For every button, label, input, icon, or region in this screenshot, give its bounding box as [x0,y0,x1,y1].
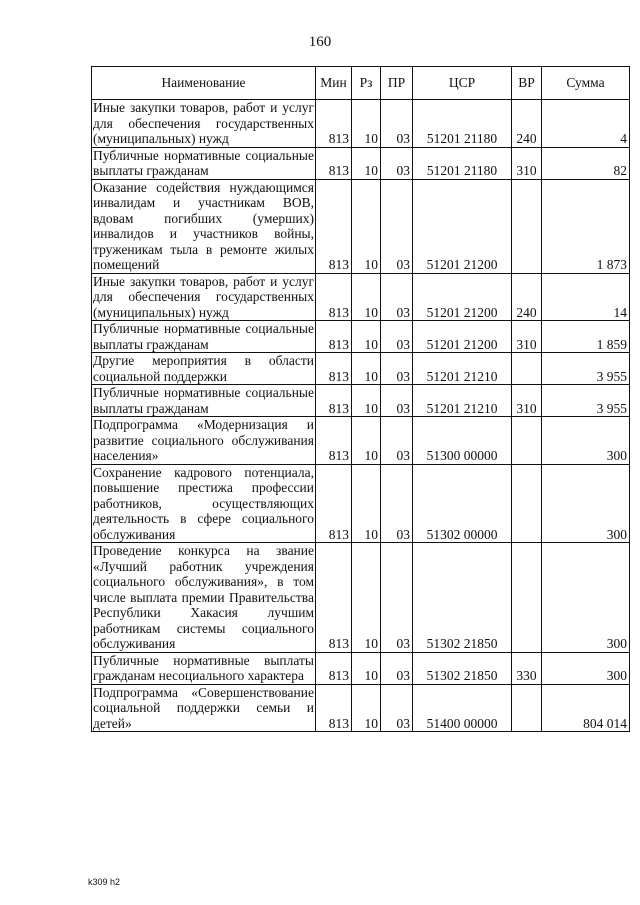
cell-pr: 03 [381,273,413,321]
cell-name: Публичные нормативные социальные выплаты гражданам [93,321,314,352]
cell-rz: 10 [352,179,381,273]
cell-sum: 300 [542,417,630,465]
cell-rz: 10 [352,273,381,321]
cell-vr: 240 [512,273,542,321]
header-pr: ПР [381,67,413,100]
cell-sum: 300 [542,464,630,543]
cell-vr [512,353,542,385]
cell-name: Иные закупки товаров, работ и услуг для обеспечения государственных (муниципальных) нужд [93,100,314,146]
cell-vr: 240 [512,100,542,148]
table-row [92,273,630,321]
cell-pr: 03 [381,464,413,543]
cell-rz: 10 [352,417,381,465]
header-sum: Сумма [542,67,630,100]
table-body [92,100,630,732]
cell-min: 813 [316,543,352,653]
table-row [92,353,630,385]
cell-csr: 51201 21210 [413,385,512,417]
cell-rz: 10 [352,321,381,353]
cell-sum: 1 873 [542,179,630,273]
cell-sum: 804 014 [542,684,630,732]
cell-sum: 300 [542,543,630,653]
cell-pr: 03 [381,543,413,653]
cell-csr: 51201 21180 [413,100,512,148]
header-vr: ВР [512,67,542,100]
cell-csr: 51302 21850 [413,652,512,684]
cell-name: Сохранение кадрового потенциала, повышение престижа профессии работников, осуществляющих деятельность в сфере социального обслуживания [93,464,314,542]
table-row [92,147,630,179]
cell-name: Публичные нормативные социальные выплаты гражданам [93,147,314,178]
budget-table [91,66,630,732]
table-header [92,67,630,100]
cell-sum: 3 955 [542,353,630,385]
cell-vr [512,464,542,543]
table-row [92,543,630,653]
cell-min: 813 [316,353,352,385]
cell-name: Публичные нормативные выплаты гражданам несоциального характера [93,652,314,683]
table-row [92,417,630,465]
cell-pr: 03 [381,100,413,148]
cell-vr [512,684,542,732]
cell-name: Оказание содействия нуждающимся инвалидам и участникам ВОВ, вдовам погибших (умерших) инвалидов и участников войны, труженикам тыла в ремонте жилых помещений [93,179,314,272]
cell-csr: 51302 00000 [413,464,512,543]
cell-min: 813 [316,100,352,148]
cell-min: 813 [316,147,352,179]
cell-name: Подпрограмма «Совершенствование социальной поддержки семьи и детей» [93,684,314,731]
table-row [92,321,630,353]
cell-sum: 82 [542,147,630,179]
cell-sum: 1 859 [542,321,630,353]
cell-rz: 10 [352,684,381,732]
cell-rz: 10 [352,385,381,417]
header-name: Наименование [92,67,316,100]
table-row [92,385,630,417]
cell-vr [512,543,542,653]
cell-pr: 03 [381,652,413,684]
cell-pr: 03 [381,179,413,273]
cell-sum: 14 [542,273,630,321]
cell-csr: 51201 21200 [413,179,512,273]
cell-vr: 310 [512,385,542,417]
table-row [92,684,630,732]
table-row [92,464,630,543]
cell-sum: 3 955 [542,385,630,417]
cell-min: 813 [316,321,352,353]
cell-rz: 10 [352,100,381,148]
table-row [92,100,630,148]
cell-vr: 330 [512,652,542,684]
cell-vr [512,179,542,273]
cell-name: Проведение конкурса на звание «Лучший работник учреждения социального обслуживания», в том числе выплата премии Правительства Республики Хакасия лучшим работникам системы социального обслуживания [93,543,314,651]
cell-name: Публичные нормативные социальные выплаты гражданам [93,385,314,416]
footer-code: k309 h2 [88,877,121,887]
cell-name: Иные закупки товаров, работ и услуг для обеспечения государственных (муниципальных) нужд [93,273,314,320]
cell-csr: 51300 00000 [413,417,512,465]
cell-rz: 10 [352,543,381,653]
cell-csr: 51302 21850 [413,543,512,653]
cell-pr: 03 [381,417,413,465]
cell-sum: 300 [542,652,630,684]
cell-vr: 310 [512,321,542,353]
table-row [92,179,630,273]
cell-pr: 03 [381,353,413,385]
cell-min: 813 [316,385,352,417]
cell-sum: 4 [542,100,630,148]
cell-vr: 310 [512,147,542,179]
cell-rz: 10 [352,464,381,543]
cell-rz: 10 [352,147,381,179]
cell-vr [512,417,542,465]
cell-csr: 51201 21180 [413,147,512,179]
table-row [92,652,630,684]
cell-csr: 51201 21200 [413,273,512,321]
cell-csr: 51201 21210 [413,353,512,385]
header-csr: ЦСР [413,67,512,100]
cell-csr: 51201 21200 [413,321,512,353]
cell-min: 813 [316,464,352,543]
cell-name: Подпрограмма «Модернизация и развитие социального обслуживания населения» [93,417,314,463]
cell-name: Другие мероприятия в области социальной поддержки [93,353,314,384]
cell-min: 813 [316,684,352,732]
cell-min: 813 [316,417,352,465]
header-row [92,67,630,100]
cell-min: 813 [316,652,352,684]
header-rz: Рз [352,67,381,100]
cell-min: 813 [316,273,352,321]
cell-csr: 51400 00000 [413,684,512,732]
cell-rz: 10 [352,652,381,684]
cell-pr: 03 [381,147,413,179]
cell-min: 813 [316,179,352,273]
cell-pr: 03 [381,321,413,353]
cell-pr: 03 [381,385,413,417]
cell-rz: 10 [352,353,381,385]
page-number: 160 [308,34,332,50]
cell-pr: 03 [381,684,413,732]
header-min: Мин [316,67,352,100]
